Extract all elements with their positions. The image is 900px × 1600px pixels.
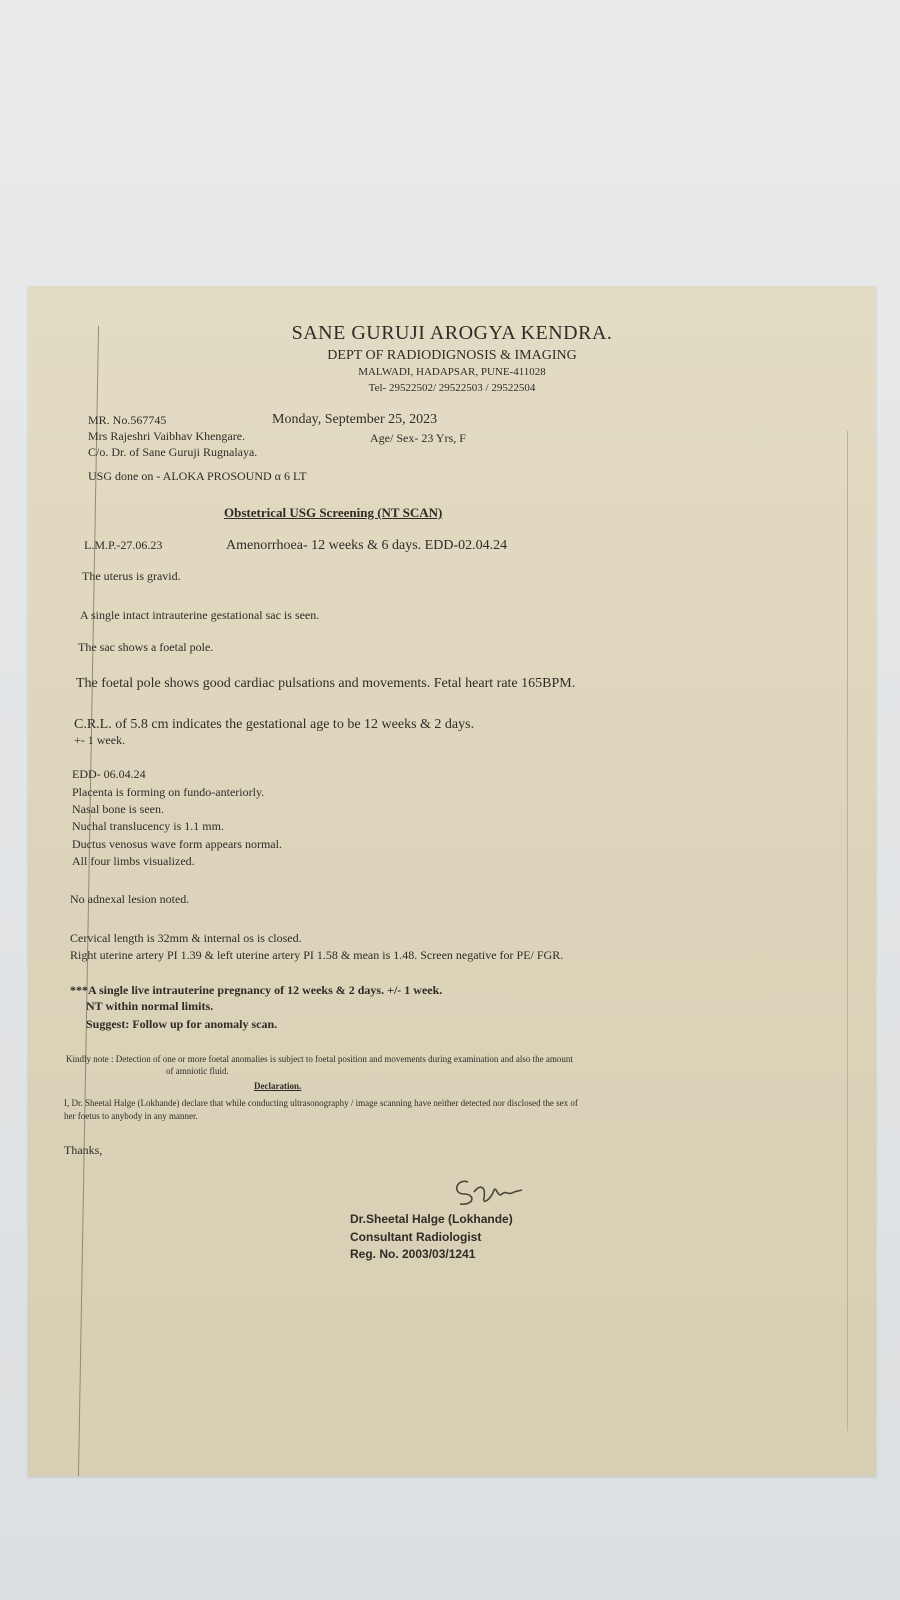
detail-line: Ductus venosus wave form appears normal. <box>72 837 282 851</box>
finding-line: +- 1 week. <box>74 733 126 747</box>
lmp: L.M.P.-27.06.23 <box>84 538 163 552</box>
department: DEPT OF RADIODIGNOSIS & IMAGING <box>327 348 577 363</box>
finding-line: The foetal pole shows good cardiac pulsations and movements. Fetal heart rate 165BPM. <box>76 676 576 691</box>
telephone: Tel- 29522502/ 29522503 / 29522504 <box>368 382 536 394</box>
patient-name: Mrs Rajeshri Vaibhav Khengare. <box>88 429 246 443</box>
finding-line: A single intact intrauterine gestational sac is seen. <box>80 608 320 622</box>
doctor-designation: Consultant Radiologist <box>350 1230 482 1244</box>
declaration-text: her foetus to anybody in any manner. <box>64 1111 198 1121</box>
signature-scribble <box>448 1172 528 1212</box>
declaration-title: Declaration. <box>254 1081 302 1091</box>
suggest-line: Suggest: Follow up for anomaly scan. <box>86 1017 278 1031</box>
mr-number: MR. No.567745 <box>88 413 167 427</box>
care-of: C/o. Dr. of Sane Guruji Rugnalaya. <box>88 445 258 459</box>
finding-line: C.R.L. of 5.8 cm indicates the gestational age to be 12 weeks & 2 days. <box>74 717 475 732</box>
kindly-note: Kindly note : Detection of one or more foetal anomalies is subject to foetal position and movements during examination and also the amount <box>66 1054 573 1064</box>
machine: USG done on - ALOKA PROSOUND α 6 LT <box>88 469 307 483</box>
declaration-text: I, Dr. Sheetal Halge (Lokhande) declare that while conducting ultrasonography / image scanning have neither detected nor disclosed the sex of <box>64 1098 578 1108</box>
adnexa-line: No adnexal lesion noted. <box>70 892 190 906</box>
report-date: Monday, September 25, 2023 <box>272 412 438 427</box>
thanks: Thanks, <box>64 1143 103 1157</box>
report-title: Obstetrical USG Screening (NT SCAN) <box>224 505 443 520</box>
nt-line: NT within normal limits. <box>86 999 214 1013</box>
doctor-registration: Reg. No. 2003/03/1241 <box>350 1247 476 1261</box>
detail-line: EDD- 06.04.24 <box>72 767 146 781</box>
hospital-name: SANE GURUJI AROGYA KENDRA. <box>291 322 613 344</box>
detail-line: All four limbs visualized. <box>72 854 195 868</box>
address: MALWADI, HADAPSAR, PUNE-411028 <box>358 366 546 378</box>
amenorrhoea: Amenorrhoea- 12 weeks & 6 days. EDD-02.04.24 <box>226 538 508 553</box>
kindly-note: of amniotic fluid. <box>166 1066 229 1076</box>
detail-line: Nasal bone is seen. <box>72 802 164 816</box>
report-paper <box>28 286 876 1476</box>
age-sex: Age/ Sex- 23 Yrs, F <box>370 431 466 445</box>
finding-line: The sac shows a foetal pole. <box>78 640 214 654</box>
right-rule <box>847 431 848 1431</box>
impression: ***A single live intrauterine pregnancy of 12 weeks & 2 days. +/- 1 week. <box>70 983 443 997</box>
detail-line: Placenta is forming on fundo-anteriorly. <box>72 785 265 799</box>
finding-line: The uterus is gravid. <box>82 569 181 583</box>
cervix-line: Cervical length is 32mm & internal os is closed. <box>70 931 302 945</box>
uterine-artery-line: Right uterine artery PI 1.39 & left uterine artery PI 1.58 & mean is 1.48. Screen negative for PE/ FGR. <box>70 948 564 962</box>
detail-line: Nuchal translucency is 1.1 mm. <box>72 819 224 833</box>
doctor-name: Dr.Sheetal Halge (Lokhande) <box>350 1212 513 1226</box>
